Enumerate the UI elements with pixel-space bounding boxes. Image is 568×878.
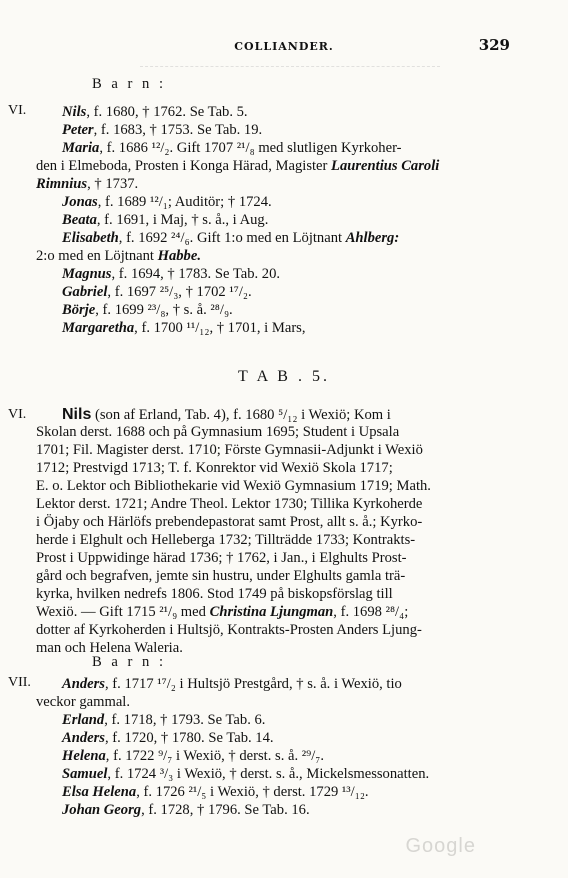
child-entry: Johan Georg, f. 1728, † 1796. Se Tab. 16. [62, 802, 310, 818]
child-entry: Börje, f. 1699 ²³/₈, † s. å. ²⁸/₉. [62, 302, 233, 318]
child-entry-continuation: 2:o med en Löjtnant Habbe. [36, 248, 201, 264]
biography-line: Nils (son af Erland, Tab. 4), f. 1680 ⁵/₁₂ i Wexiö; Kom i [62, 406, 391, 423]
biography-line: Wexiö. — Gift 1715 ²¹/₉ med Christina Ljungman, f. 1698 ²⁸/₄; [36, 604, 409, 620]
biography-line: Prost i Uppwidinge härad 1736; † 1762, i Jan., i Elghults Prost- [36, 550, 407, 566]
child-entry: Anders, f. 1720, † 1780. Se Tab. 14. [62, 730, 274, 746]
page-number: 329 [478, 36, 510, 54]
child-entry: Jonas, f. 1689 ¹²/₁; Auditör; † 1724. [62, 194, 272, 210]
child-entry: Margaretha, f. 1700 ¹¹/₁₂, † 1701, i Mars, [62, 320, 306, 336]
child-entry: Helena, f. 1722 ⁹/₇ i Wexiö, † derst. s. å. ²⁹/₇. [62, 748, 325, 764]
biography-line: i Öjaby och Härlöfs prebendepastorat samt Prost, allt s. å.; Kyrko- [36, 514, 423, 530]
biography-line: E. o. Lektor och Bibliothekarie vid Wexiö Gymnasium 1719; Math. [36, 478, 431, 494]
child-entry: Gabriel, f. 1697 ²⁵/₃, † 1702 ¹⁷/₂. [62, 284, 252, 300]
child-entry: Nils, f. 1680, † 1762. Se Tab. 5. [62, 104, 248, 120]
biography-line: 1701; Fil. Magister derst. 1710; Förste Gymnasii-Adjunkt i Wexiö [36, 442, 423, 458]
child-entry: Elsa Helena, f. 1726 ²¹/₅ i Wexiö, † derst. 1729 ¹³/₁₂. [62, 784, 369, 800]
child-entry: Erland, f. 1718, † 1793. Se Tab. 6. [62, 712, 266, 728]
biography-line: Skolan derst. 1688 och på Gymnasium 1695; Student i Upsala [36, 424, 400, 440]
child-entry: Samuel, f. 1724 ³/₃ i Wexiö, † derst. s. å., Mickelsmessonatten. [62, 766, 430, 782]
child-entry: Beata, f. 1691, i Maj, † s. å., i Aug. [62, 212, 269, 228]
running-header: COLLIANDER. [234, 40, 334, 53]
generation-numeral-1: VI. [8, 103, 27, 118]
child-entry: Peter, f. 1683, † 1753. Se Tab. 19. [62, 122, 263, 138]
biography-line: herde i Elghult och Helleberga 1732; Tillträdde 1733; Kontrakts- [36, 532, 416, 548]
child-entry: Elisabeth, f. 1692 ²⁴/₆. Gift 1:o med en Löjtnant Ahlberg: [62, 230, 400, 246]
biography-line: dotter af Kyrkoherden i Hultsjö, Kontrakts-Prosten Anders Ljung- [36, 622, 422, 638]
child-entry: Anders, f. 1717 ¹⁷/₂ i Hultsjö Prestgård, † s. å. i Wexiö, tio [62, 676, 402, 692]
child-entry-continuation: veckor gammal. [36, 694, 131, 710]
barn-heading-2: B a r n : [92, 654, 167, 670]
generation-numeral-2: VI. [8, 407, 27, 422]
child-entry-continuation: den i Elmeboda, Prosten i Konga Härad, Magister Laurentius Caroli [36, 158, 440, 174]
biography-line: 1712; Prestvigd 1713; T. f. Konrektor vid Wexiö Skola 1717; [36, 460, 393, 476]
child-entry: Maria, f. 1686 ¹²/₂. Gift 1707 ²¹/₈ med slutligen Kyrkoher- [62, 140, 402, 156]
biography-line: man och Helena Waleria. [36, 640, 183, 656]
generation-numeral-3: VII. [8, 675, 31, 690]
child-entry: Magnus, f. 1694, † 1783. Se Tab. 20. [62, 266, 281, 282]
barn-heading-1: B a r n : [92, 76, 167, 92]
watermark: Google [405, 835, 476, 857]
header-rule [140, 66, 440, 69]
biography-line: gård och begrafven, jemte sin hustru, under Elghults gamla trä- [36, 568, 406, 584]
biography-line: kyrka, hvilken nedrefs 1806. Stod 1749 på biskopsförslag till [36, 586, 393, 602]
biography-line: Lektor derst. 1721; Andre Theol. Lektor 1730; Tillika Kyrkoherde [36, 496, 423, 512]
table-heading: T A B . 5. [238, 368, 330, 385]
child-entry-continuation: Rimnius, † 1737. [36, 176, 139, 192]
